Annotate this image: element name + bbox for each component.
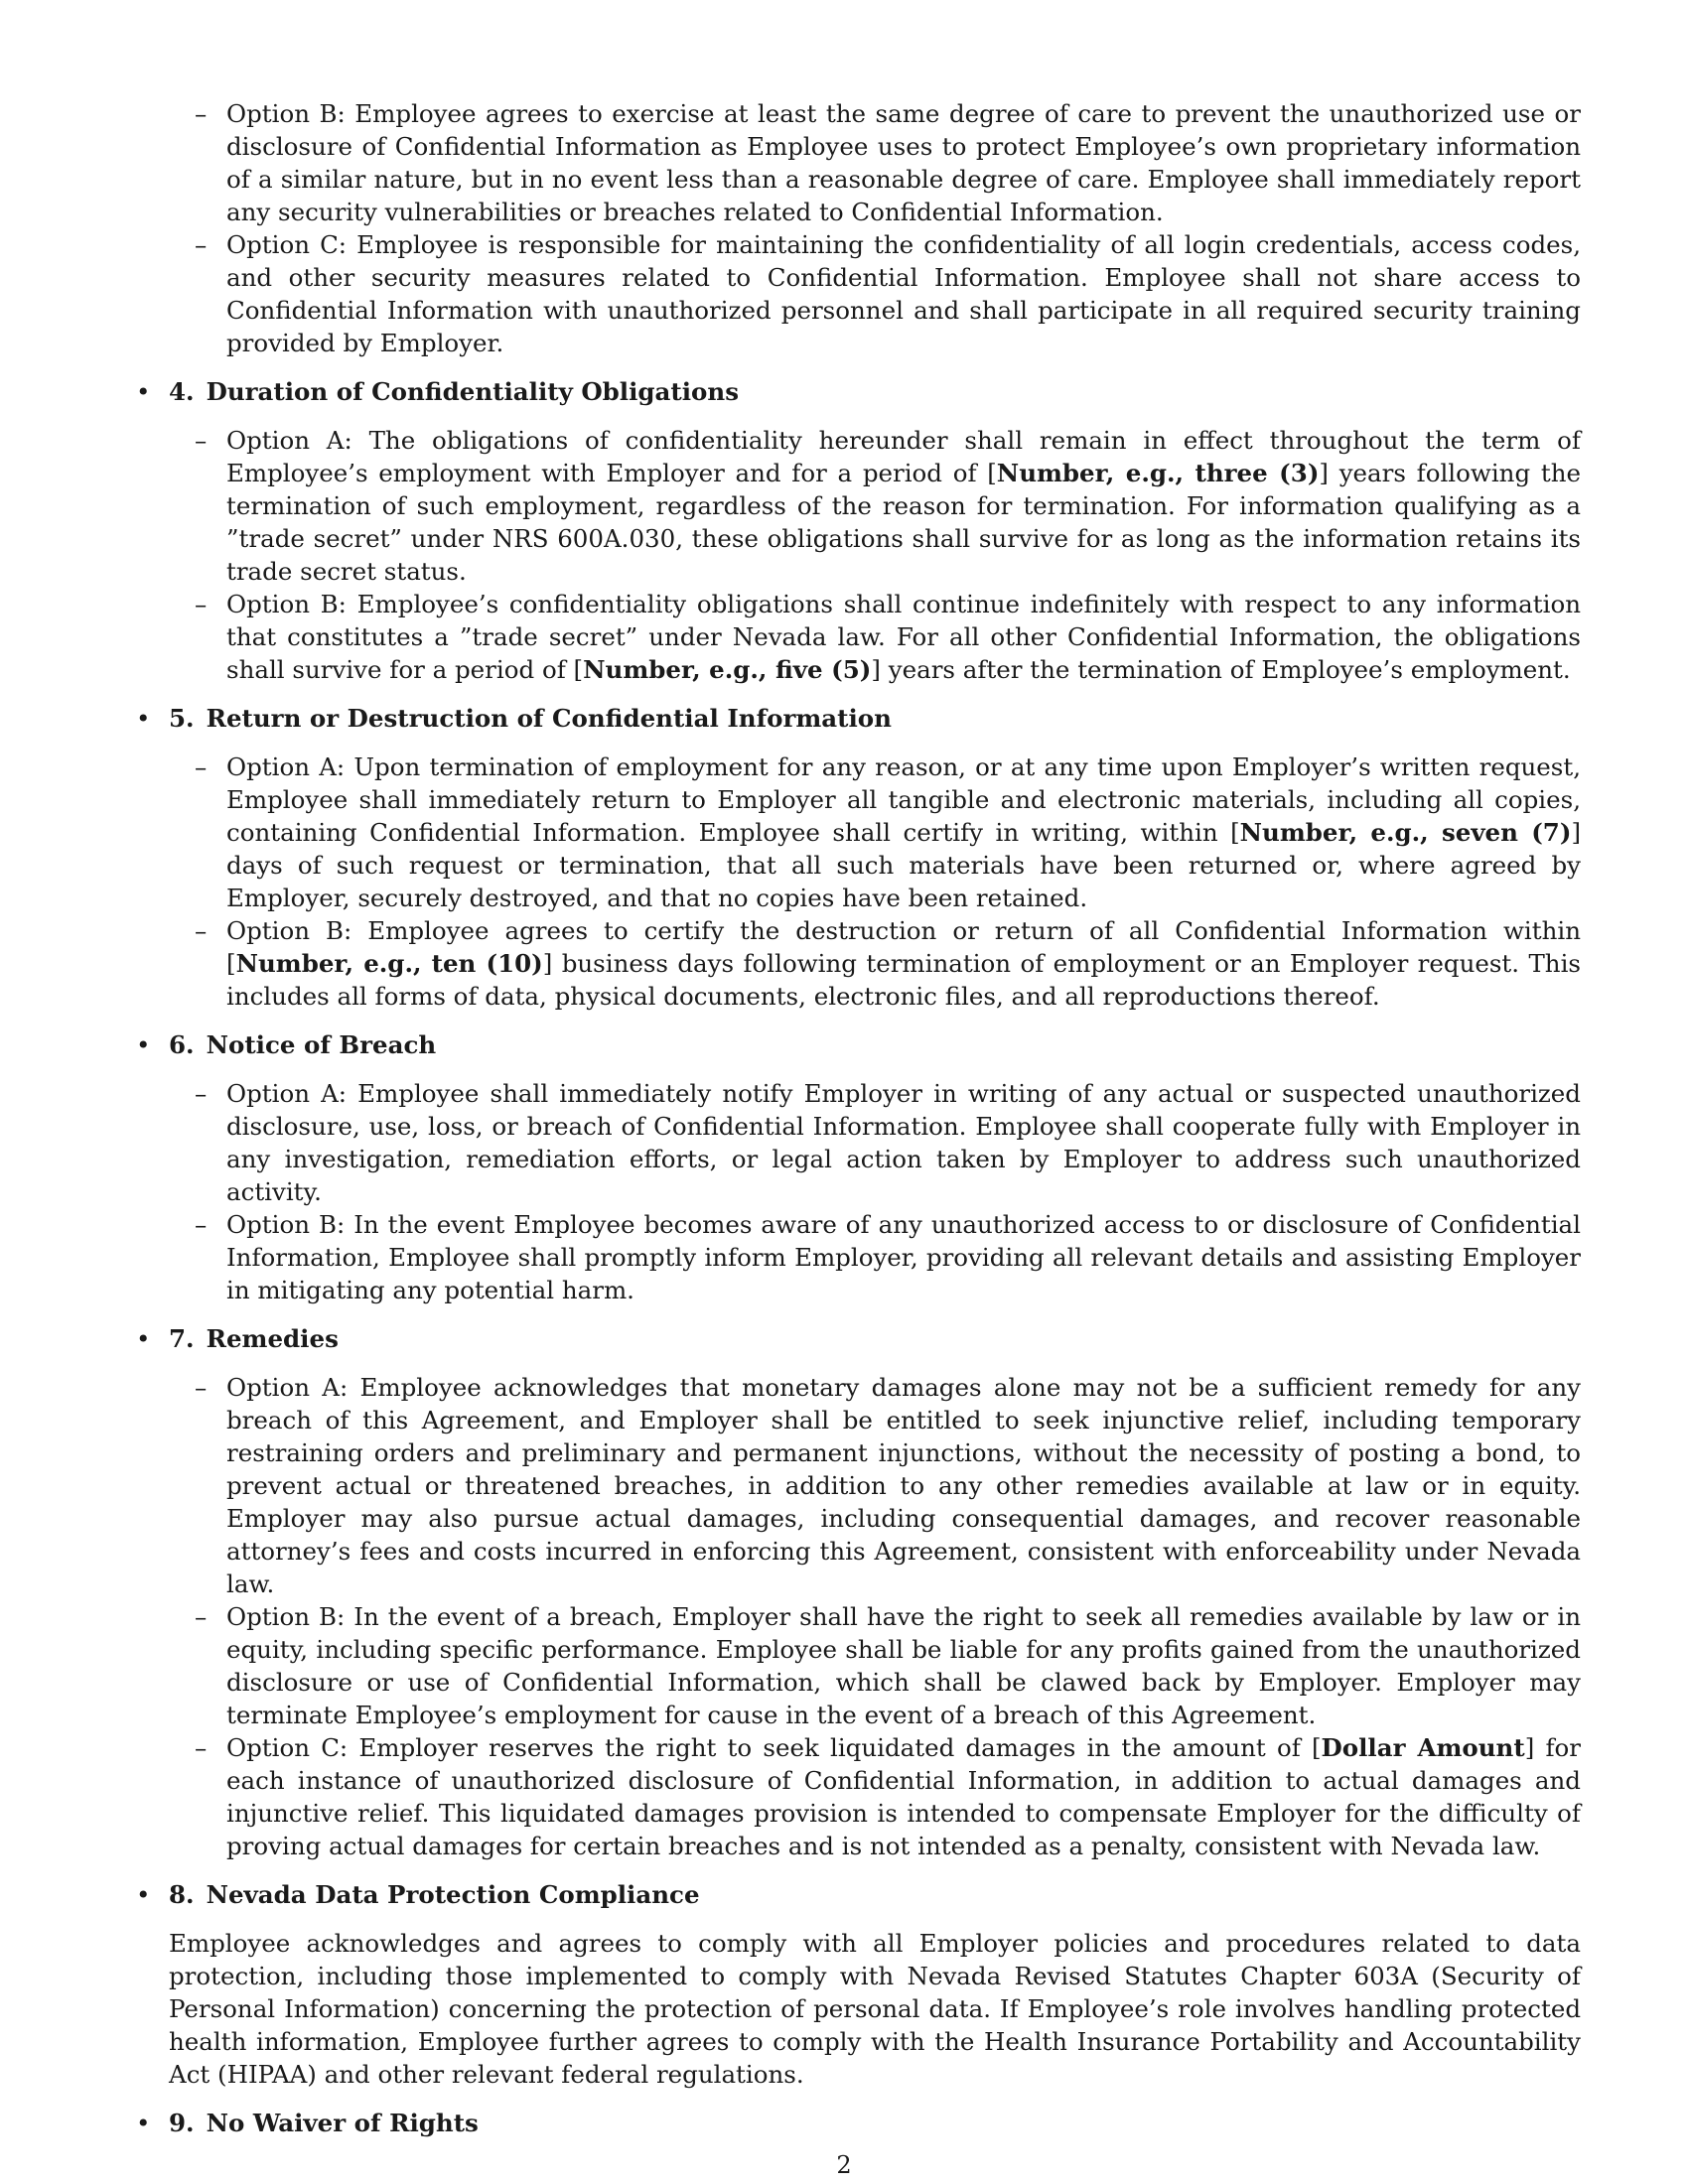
list-item [195, 228, 1581, 359]
dash-marker: – [195, 1079, 208, 1108]
list-item [195, 1208, 1581, 1306]
placeholder-text: Number, e.g., seven (7) [1239, 818, 1572, 847]
section-number: 6. [169, 1030, 195, 1059]
section-8 [131, 1878, 1581, 2091]
option-text: Option A: Employee acknowledges that monetary damages alone may not be a sufficient remedy for any breach of this Agreement, and Employer shall be entitled to seek injunctive relief, including temporary restraining orders and preliminary and permanent injunctions, without the necessity of posting a bond, to prevent actual or threatened breaches, in addition to any other remedies available at law or in equity. Employer may also pursue actual damages, including consequential damages, and recover reasonable attorney’s fees and costs incurred in enforcing this Agreement, consistent with enforceability under Nevada law. [226, 1373, 1581, 1598]
options-list [131, 751, 1581, 1013]
section-title: No Waiver of Rights [206, 2109, 479, 2137]
options-list [131, 1371, 1581, 1862]
section-heading [131, 1878, 1581, 1911]
bullet-marker: • [136, 704, 151, 733]
section-number: 4. [169, 377, 195, 406]
section-number: 9. [169, 2109, 195, 2137]
options-list [131, 424, 1581, 686]
section-title: Nevada Data Protection Compliance [206, 1880, 700, 1909]
section-heading [131, 1322, 1581, 1355]
dash-marker: – [195, 230, 208, 259]
section-title: Duration of Confidentiality Obligations [206, 377, 739, 406]
dash-marker: – [195, 426, 208, 455]
dash-marker: – [195, 916, 208, 945]
continued-options-list [131, 97, 1581, 359]
bullet-marker: • [136, 377, 151, 406]
bullet-marker: • [136, 1324, 151, 1353]
section-number: 8. [169, 1880, 195, 1909]
list-item [195, 97, 1581, 228]
section-title: Notice of Breach [206, 1030, 437, 1059]
dash-marker: – [195, 99, 208, 128]
option-text: ] years after the termination of Employee’s employment. [871, 655, 1571, 684]
section-heading [131, 2107, 1581, 2139]
dash-marker: – [195, 1373, 208, 1402]
placeholder-text: Dollar Amount [1321, 1733, 1525, 1762]
list-item [195, 1077, 1581, 1208]
option-text: Option B: Employee agrees to exercise at least the same degree of care to prevent the unauthorized use or disclosure of Confidential Information as Employee uses to protect Employee’s own proprietary information of a similar nature, but in no event less than a reasonable degree of care. Employee shall immediately report any security vulnerabilities or breaches related to Confidential Information. [226, 99, 1581, 226]
option-text: Option C: Employee is responsible for maintaining the confidentiality of all login credentials, access codes, and other security measures related to Confidential Information. Employee shall not share access to Confidential Information with unauthorized personnel and shall participate in all required security training provided by Employer. [226, 230, 1581, 357]
section-9 [131, 2107, 1581, 2139]
option-text: ] days of such request or termination, that all such materials have been returned or, where agreed by Employer, securely destroyed, and that no copies have been retained. [226, 818, 1581, 912]
list-item [195, 914, 1581, 1013]
placeholder-text: Number, e.g., three (3) [996, 459, 1320, 487]
section-title: Return or Destruction of Confidential Information [206, 704, 892, 733]
list-item [195, 751, 1581, 914]
bullet-marker: • [136, 1030, 151, 1059]
dash-marker: – [195, 1210, 208, 1239]
list-item [195, 424, 1581, 588]
option-text: Option C: Employer reserves the right to seek liquidated damages in the amount of [ [226, 1733, 1322, 1762]
section-6 [131, 1028, 1581, 1306]
list-item [195, 1731, 1581, 1862]
page-number: 2 [836, 2151, 852, 2179]
section-number: 5. [169, 704, 195, 733]
option-text: ] for each instance of unauthorized disclosure of Confidential Information, in addition to actual damages and injunctive relief. This liquidated damages provision is intended to compensate Employer for the difficulty of proving actual damages for certain breaches and is not intended as a penalty, consistent with Nevada law. [226, 1733, 1581, 1860]
dash-marker: – [195, 590, 208, 618]
list-item [195, 588, 1581, 686]
section-7 [131, 1322, 1581, 1862]
options-list [131, 1077, 1581, 1306]
dash-marker: – [195, 1733, 208, 1762]
option-text: ] business days following termination of employment or an Employer request. This includes all forms of data, physical documents, electronic files, and all reproductions thereof. [226, 949, 1581, 1011]
option-text: Option B: Employee’s confidentiality obligations shall continue indefinitely with respect to any information that constitutes a ”trade secret” under Nevada law. For all other Confidential Information, the obligations shall survive for a period of [ [226, 590, 1581, 684]
option-text: Option A: The obligations of confidentiality hereunder shall remain in effect throughout the term of Employee’s employment with Employer and for a period of [ [226, 426, 1581, 487]
option-text: Option A: Employee shall immediately notify Employer in writing of any actual or suspected unauthorized disclosure, use, loss, or breach of Confidential Information. Employee shall cooperate fully with Employer in any investigation, remediation efforts, or legal action taken by Employer to address such unauthorized activity. [226, 1079, 1581, 1206]
section-5 [131, 702, 1581, 1013]
section-heading [131, 375, 1581, 408]
placeholder-text: Number, e.g., five (5) [583, 655, 872, 684]
bullet-marker: • [136, 2109, 151, 2137]
section-4 [131, 375, 1581, 686]
option-text: Option B: Employee agrees to certify the destruction or return of all Confidential Information within [ [226, 916, 1581, 978]
section-heading [131, 702, 1581, 735]
option-text: ] years following the termination of such employment, regardless of the reason for termination. For information qualifying as a ”trade secret” under NRS 600A.030, these obligations shall survive for as long as the information retains its trade secret status. [226, 459, 1581, 586]
placeholder-text: Number, e.g., ten (10) [235, 949, 543, 978]
dash-marker: – [195, 752, 208, 781]
section-title: Remedies [206, 1324, 339, 1353]
page-content [131, 97, 1581, 2155]
dash-marker: – [195, 1602, 208, 1631]
section-number: 7. [169, 1324, 195, 1353]
list-item [195, 1371, 1581, 1600]
option-text: Option A: Upon termination of employment for any reason, or at any time upon Employer’s written request, Employee shall immediately return to Employer all tangible and electronic materials, including all copies, containing Confidential Information. Employee shall certify in writing, within [ [226, 752, 1581, 847]
bullet-marker: • [136, 1880, 151, 1909]
option-text: Option B: In the event of a breach, Employer shall have the right to seek all remedies available by law or in equity, including specific performance. Employee shall be liable for any profits gained from the unauthorized disclosure or use of Confidential Information, which shall be clawed back by Employer. Employer may terminate Employee’s employment for cause in the event of a breach of this Agreement. [226, 1602, 1581, 1729]
list-item [195, 1600, 1581, 1731]
option-text: Option B: In the event Employee becomes aware of any unauthorized access to or disclosure of Confidential Information, Employee shall promptly inform Employer, providing all relevant details and assisting Employer in mitigating any potential harm. [226, 1210, 1581, 1304]
section-heading [131, 1028, 1581, 1061]
section-body: Employee acknowledges and agrees to comply with all Employer policies and procedures related to data protection, including those implemented to comply with Nevada Revised Statutes Chapter 603A (Security of Personal Information) concerning the protection of personal data. If Employee’s role involves handling protected health information, Employee further agrees to comply with the Health Insurance Portability and Accountability Act (HIPAA) and other relevant federal regulations. [169, 1929, 1581, 2089]
